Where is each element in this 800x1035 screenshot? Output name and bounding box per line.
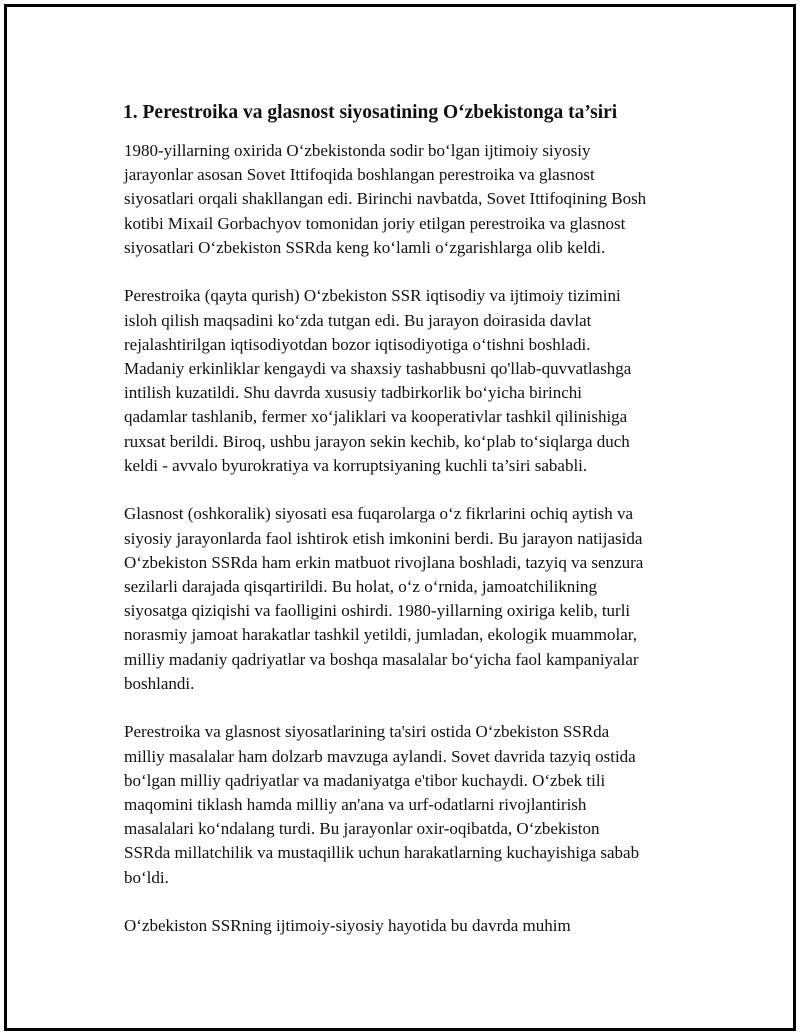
text-line: SSRda millatchilik va mustaqillik uchun harakatlarning kuchayishiga sabab bbox=[124, 843, 640, 863]
text-line: Glasnost (oshkoralik) siyosati esa fuqarolarga o‘z fikrlarini ochiq aytish va bbox=[124, 504, 634, 524]
paragraph-1 bbox=[124, 139, 701, 260]
text-line: milliy masalalar ham dolzarb mavzuga aylandi. Sovet davrida tazyiq ostida bbox=[124, 746, 636, 766]
text-line: maqomini tiklash hamda milliy an'ana va urf-odatlarni rivojlantirish bbox=[124, 795, 587, 815]
paragraph-2 bbox=[124, 284, 701, 478]
text-line: jarayonlar asosan Sovet Ittifoqida boshlangan perestroika va glasnost bbox=[124, 165, 595, 185]
text-line: keldi - avvalo byurokratiya va korruptsiyaning kuchli ta’siri sababli. bbox=[124, 455, 588, 475]
text-line: masalalari ko‘ndalang turdi. Bu jarayonlar oxir-oqibatda, O‘zbekiston bbox=[124, 819, 600, 839]
text-line: siyosatga qiziqishi va faolligini oshirdi. 1980-yillarning oxiriga kelib, turli bbox=[124, 601, 631, 621]
text-line: bo‘lgan milliy qadriyatlar va madaniyatga e'tibor kuchaydi. O‘zbek tili bbox=[124, 770, 606, 790]
text-line: milliy madaniy qadriyatlar va boshqa masalalar bo‘yicha faol kampaniyalar bbox=[124, 649, 639, 669]
text-line: rejalashtirilgan iqtisodiyotdan bozor iqtisodiyotiga o‘tishni boshladi. bbox=[124, 334, 591, 354]
text-line: siyosatlari O‘zbekiston SSRda keng ko‘lamli o‘zgarishlarga olib keldi. bbox=[124, 237, 606, 257]
text-line: isloh qilish maqsadini ko‘zda tutgan edi. Bu jarayon doirasida davlat bbox=[124, 310, 592, 330]
text-line: siyosatlari orqali shakllangan edi. Birinchi navbatda, Sovet Ittifoqining Bosh bbox=[124, 189, 647, 209]
page-frame bbox=[4, 4, 796, 1031]
text-line: norasmiy jamoat harakatlar tashkil yetildi, jumladan, ekologik muammolar, bbox=[124, 625, 637, 645]
text-line: ruxsat berildi. Biroq, ushbu jarayon sekin kechib, ko‘plab to‘siqlarga duch bbox=[124, 431, 630, 451]
text-line: sezilarli darajada qisqartirildi. Bu holat, o‘z o‘rnida, jamoatchilikning bbox=[124, 577, 598, 597]
text-line: siyosiy jarayonlarda faol ishtirok etish imkonini berdi. Bu jarayon natijasida bbox=[124, 528, 643, 548]
text-line: boshlandi. bbox=[124, 673, 195, 693]
text-line: intilish kuzatildi. Shu davrda xususiy tadbirkorlik bo‘yicha birinchi bbox=[124, 383, 582, 403]
paragraph-3 bbox=[124, 502, 701, 696]
text-line: Perestroika va glasnost siyosatlarining ta'siri ostida O‘zbekiston SSRda bbox=[124, 722, 610, 742]
text-line: qadamlar tashlanib, fermer xo‘jaliklari va kooperativlar tashkil qilinishiga bbox=[124, 407, 628, 427]
text-line: O‘zbekiston SSRning ijtimoiy-siyosiy hayotida bu davrda muhim bbox=[124, 916, 571, 936]
section-heading: 1. Perestroika va glasnost siyosatining O‘zbekistonga ta’siri bbox=[123, 102, 618, 123]
text-line: Madaniy erkinliklar kengaydi va shaxsiy tashabbusni qo'llab-quvvatlashga bbox=[124, 359, 632, 379]
text-line: bo‘ldi. bbox=[124, 867, 169, 887]
document-body bbox=[121, 99, 701, 963]
paragraph-4 bbox=[124, 720, 701, 889]
text-line: O‘zbekiston SSRda ham erkin matbuot rivojlana boshladi, tazyiq va senzura bbox=[124, 552, 644, 572]
text-line: 1980-yillarning oxirida O‘zbekistonda sodir bo‘lgan ijtimoiy siyosiy bbox=[124, 141, 591, 160]
text-line: Perestroika (qayta qurish) O‘zbekiston SSR iqtisodiy va ijtimoiy tizimini bbox=[124, 286, 621, 306]
text-line: kotibi Mixail Gorbachyov tomonidan joriy etilgan perestroika va glasnost bbox=[124, 213, 626, 233]
paragraph-5 bbox=[124, 914, 701, 938]
